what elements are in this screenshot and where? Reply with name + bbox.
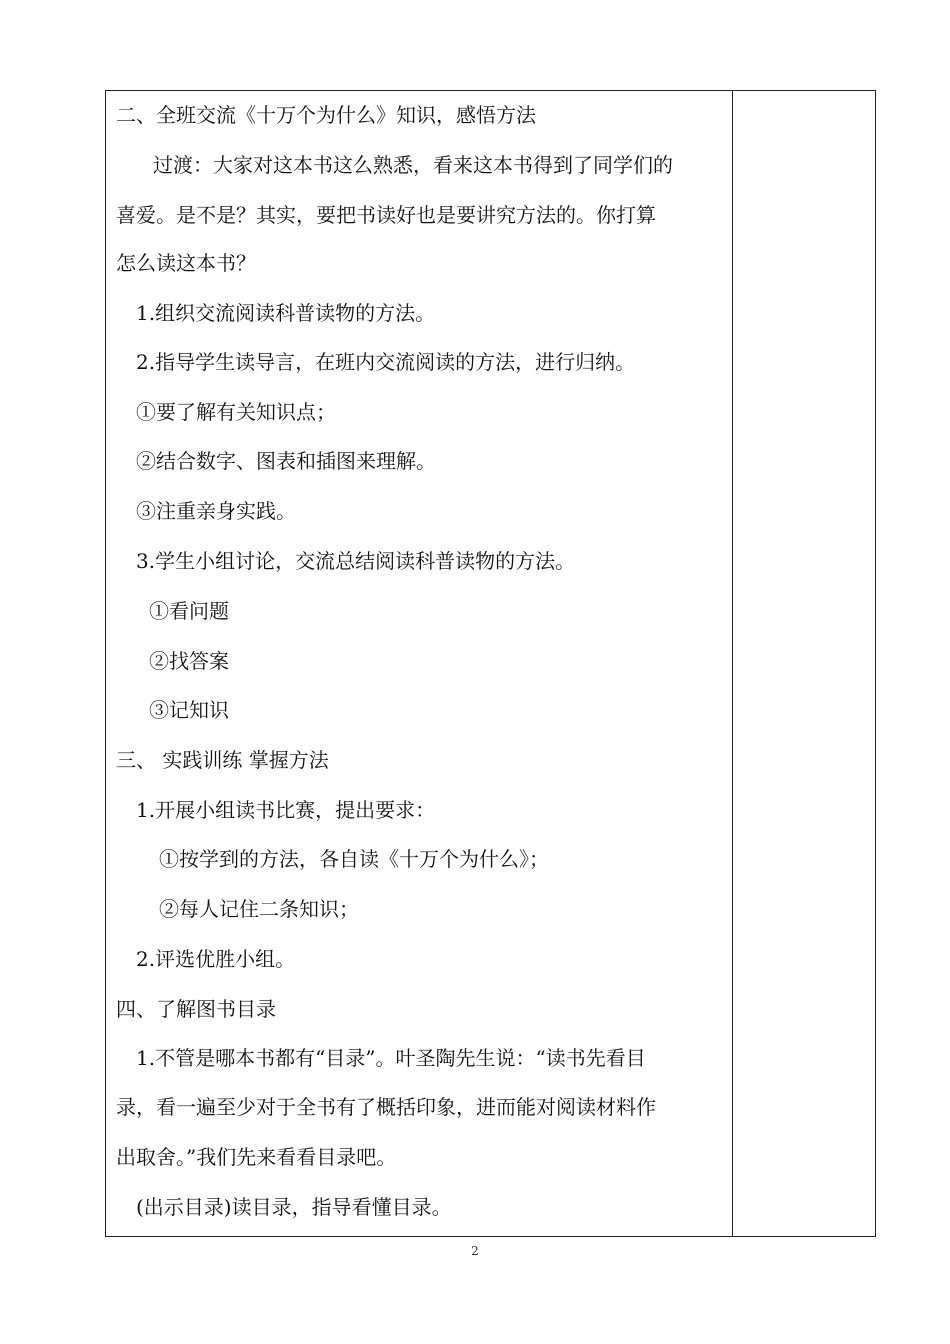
text-line: 二、全班交流《十万个为什么》知识，感悟方法	[116, 103, 536, 127]
text-line: (出示目录)读目录，指导看懂目录。	[136, 1195, 452, 1219]
text-line: 过渡：大家对这本书这么熟悉，看来这本书得到了同学们的	[153, 153, 673, 177]
text-line: ①要了解有关知识点；	[136, 400, 336, 424]
text-line: 录，看一遍至少对于全书有了概括印象，进而能对阅读材料作	[116, 1095, 656, 1119]
text-line: ③注重亲身实践。	[136, 499, 296, 523]
text-line: 喜爱。是不是？其实，要把书读好也是要讲究方法的。你打算	[116, 203, 656, 227]
text-line: 2.指导学生读导言，在班内交流阅读的方法，进行归纳。	[136, 350, 636, 374]
text-line: ①看问题	[149, 599, 229, 623]
text-line: 怎么读这本书？	[116, 251, 256, 275]
text-line: ②每人记住二条知识；	[159, 897, 359, 921]
text-line: ①按学到的方法，各自读《十万个为什么》；	[159, 847, 549, 871]
text-line: ③记知识	[149, 698, 229, 722]
text-line: 1.组织交流阅读科普读物的方法。	[136, 301, 436, 325]
text-line: 三、 实践训练 掌握方法	[116, 748, 329, 772]
text-line: 2.评选优胜小组。	[136, 947, 296, 971]
notes-cell	[734, 91, 875, 1236]
lesson-content-cell	[106, 91, 732, 1236]
text-line: 1.不管是哪本书都有“目录”。叶圣陶先生说：“读书先看目	[136, 1046, 646, 1070]
text-line: 四、了解图书目录	[116, 997, 276, 1021]
text-line: 1.开展小组读书比赛，提出要求：	[136, 798, 436, 822]
text-line: ②结合数字、图表和插图来理解。	[136, 449, 436, 473]
lesson-plan-table	[105, 90, 876, 1237]
page-number: 2	[471, 1244, 479, 1258]
text-line: 3.学生小组讨论，交流总结阅读科普读物的方法。	[136, 549, 576, 573]
text-line: ②找答案	[149, 649, 229, 673]
column-divider	[732, 91, 733, 1236]
text-line: 出取舍。”我们先来看看目录吧。	[116, 1145, 397, 1169]
